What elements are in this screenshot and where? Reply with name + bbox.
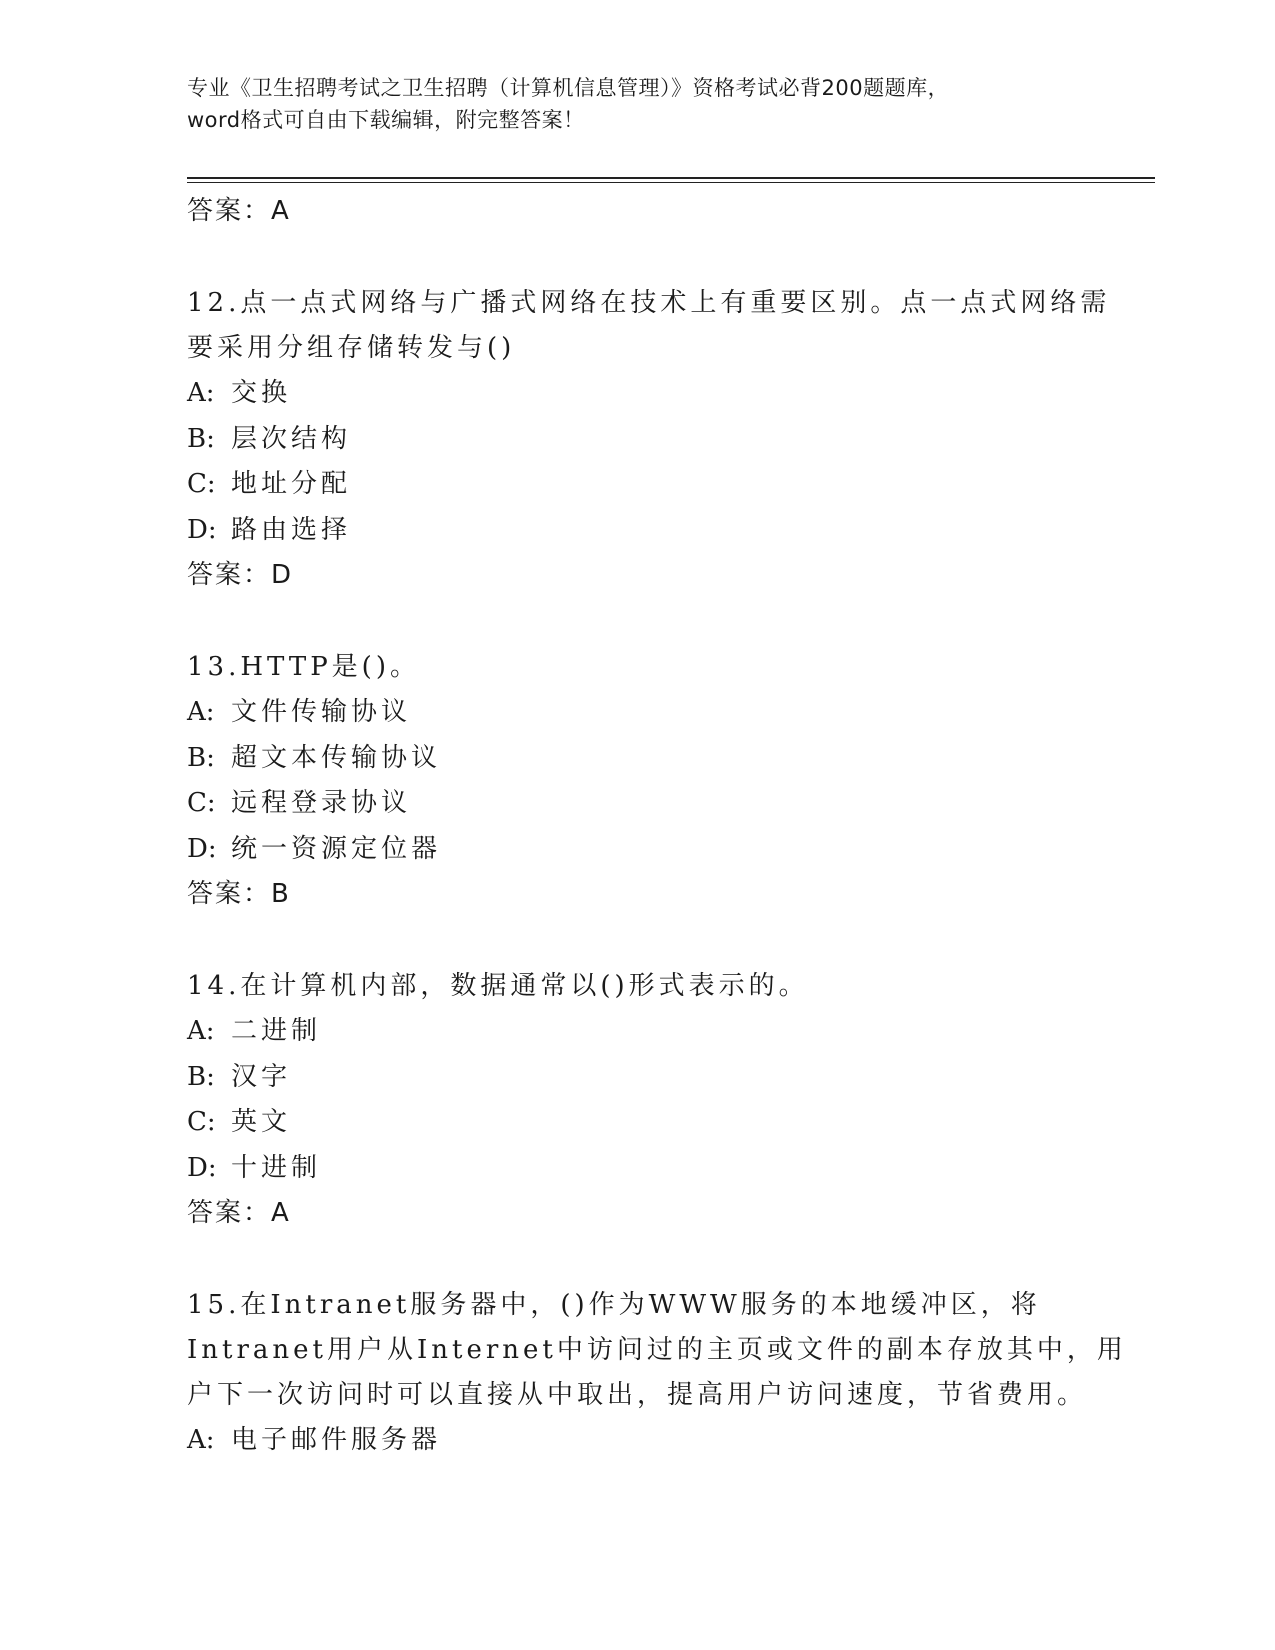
option-letter: C: [187, 1107, 216, 1137]
option-text: 层次结构 [231, 423, 352, 454]
option-b [187, 736, 1087, 782]
spacer [187, 598, 1087, 645]
question-block [187, 964, 1087, 1236]
option-text: 超文本传输协议 [231, 742, 442, 773]
header-rule-thin [187, 182, 1155, 183]
option-letter: A: [187, 697, 215, 727]
answer-line: 答案：D [187, 560, 294, 590]
option-d [187, 1146, 1087, 1192]
option-letter: D: [187, 1152, 217, 1183]
answer-line: 答案：A [187, 196, 291, 226]
question-list [187, 189, 1127, 1464]
question-text: 户下一次访问时可以直接从中取出，提高用户访问速度，节省费用。 [187, 1380, 1088, 1410]
question-block [187, 1283, 1127, 1464]
option-letter: C: [187, 469, 216, 499]
option-a [187, 690, 1087, 736]
option-a [187, 371, 1087, 417]
option-c [187, 781, 1087, 827]
option-text: 文件传输协议 [231, 697, 412, 727]
option-text: 交换 [231, 378, 292, 408]
option-a [187, 1009, 1087, 1055]
option-c [187, 462, 1087, 508]
option-d [187, 827, 1087, 873]
question-block [187, 281, 1111, 598]
header-line-2: word格式可自由下载编辑，附完整答案！ [187, 108, 585, 132]
option-c [187, 1100, 1087, 1146]
option-letter: B: [187, 1061, 215, 1092]
option-text: 地址分配 [231, 469, 352, 499]
question-text: Intranet用户从Internet中访问过的主页或文件的副本存放其中，用 [187, 1335, 1127, 1365]
option-text: 十进制 [231, 1152, 322, 1183]
spacer [187, 917, 1087, 964]
question-text: 12.点一点式网络与广播式网络在技术上有重要区别。点一点式网络需 [187, 288, 1111, 318]
option-letter: B: [187, 742, 215, 773]
option-text: 英文 [231, 1107, 292, 1137]
option-b [187, 417, 1087, 463]
header-rule-thick [187, 177, 1155, 179]
spacer [187, 234, 1087, 281]
question-text: 15.在Intranet服务器中，()作为WWW服务的本地缓冲区，将 [187, 1290, 1041, 1320]
question-block [187, 645, 1087, 917]
option-b [187, 1055, 1087, 1101]
option-text: 电子邮件服务器 [231, 1425, 442, 1455]
option-d [187, 508, 1087, 554]
option-letter: C: [187, 788, 216, 818]
option-letter: D: [187, 514, 217, 545]
option-letter: A: [187, 1425, 215, 1455]
option-text: 汉字 [231, 1061, 292, 1092]
option-letter: D: [187, 833, 217, 864]
spacer [187, 1236, 1087, 1283]
question-text: 要采用分组存储转发与() [187, 333, 516, 363]
option-text: 路由选择 [231, 514, 352, 545]
answer-line: 答案：A [187, 1198, 291, 1228]
option-text: 二进制 [231, 1016, 322, 1046]
question-text: 13.HTTP是()。 [187, 652, 420, 682]
option-letter: A: [187, 1016, 215, 1046]
option-text: 统一资源定位器 [231, 833, 442, 864]
option-text: 远程登录协议 [231, 788, 412, 818]
document-header [187, 72, 1087, 136]
question-text: 14.在计算机内部，数据通常以()形式表示的。 [187, 971, 809, 1001]
header-line-1: 专业《卫生招聘考试之卫生招聘（计算机信息管理）》资格考试必背200题题库， [187, 76, 950, 100]
answer-line: 答案：B [187, 879, 291, 909]
option-letter: A: [187, 378, 215, 408]
option-a [187, 1418, 1087, 1464]
option-letter: B: [187, 423, 215, 454]
